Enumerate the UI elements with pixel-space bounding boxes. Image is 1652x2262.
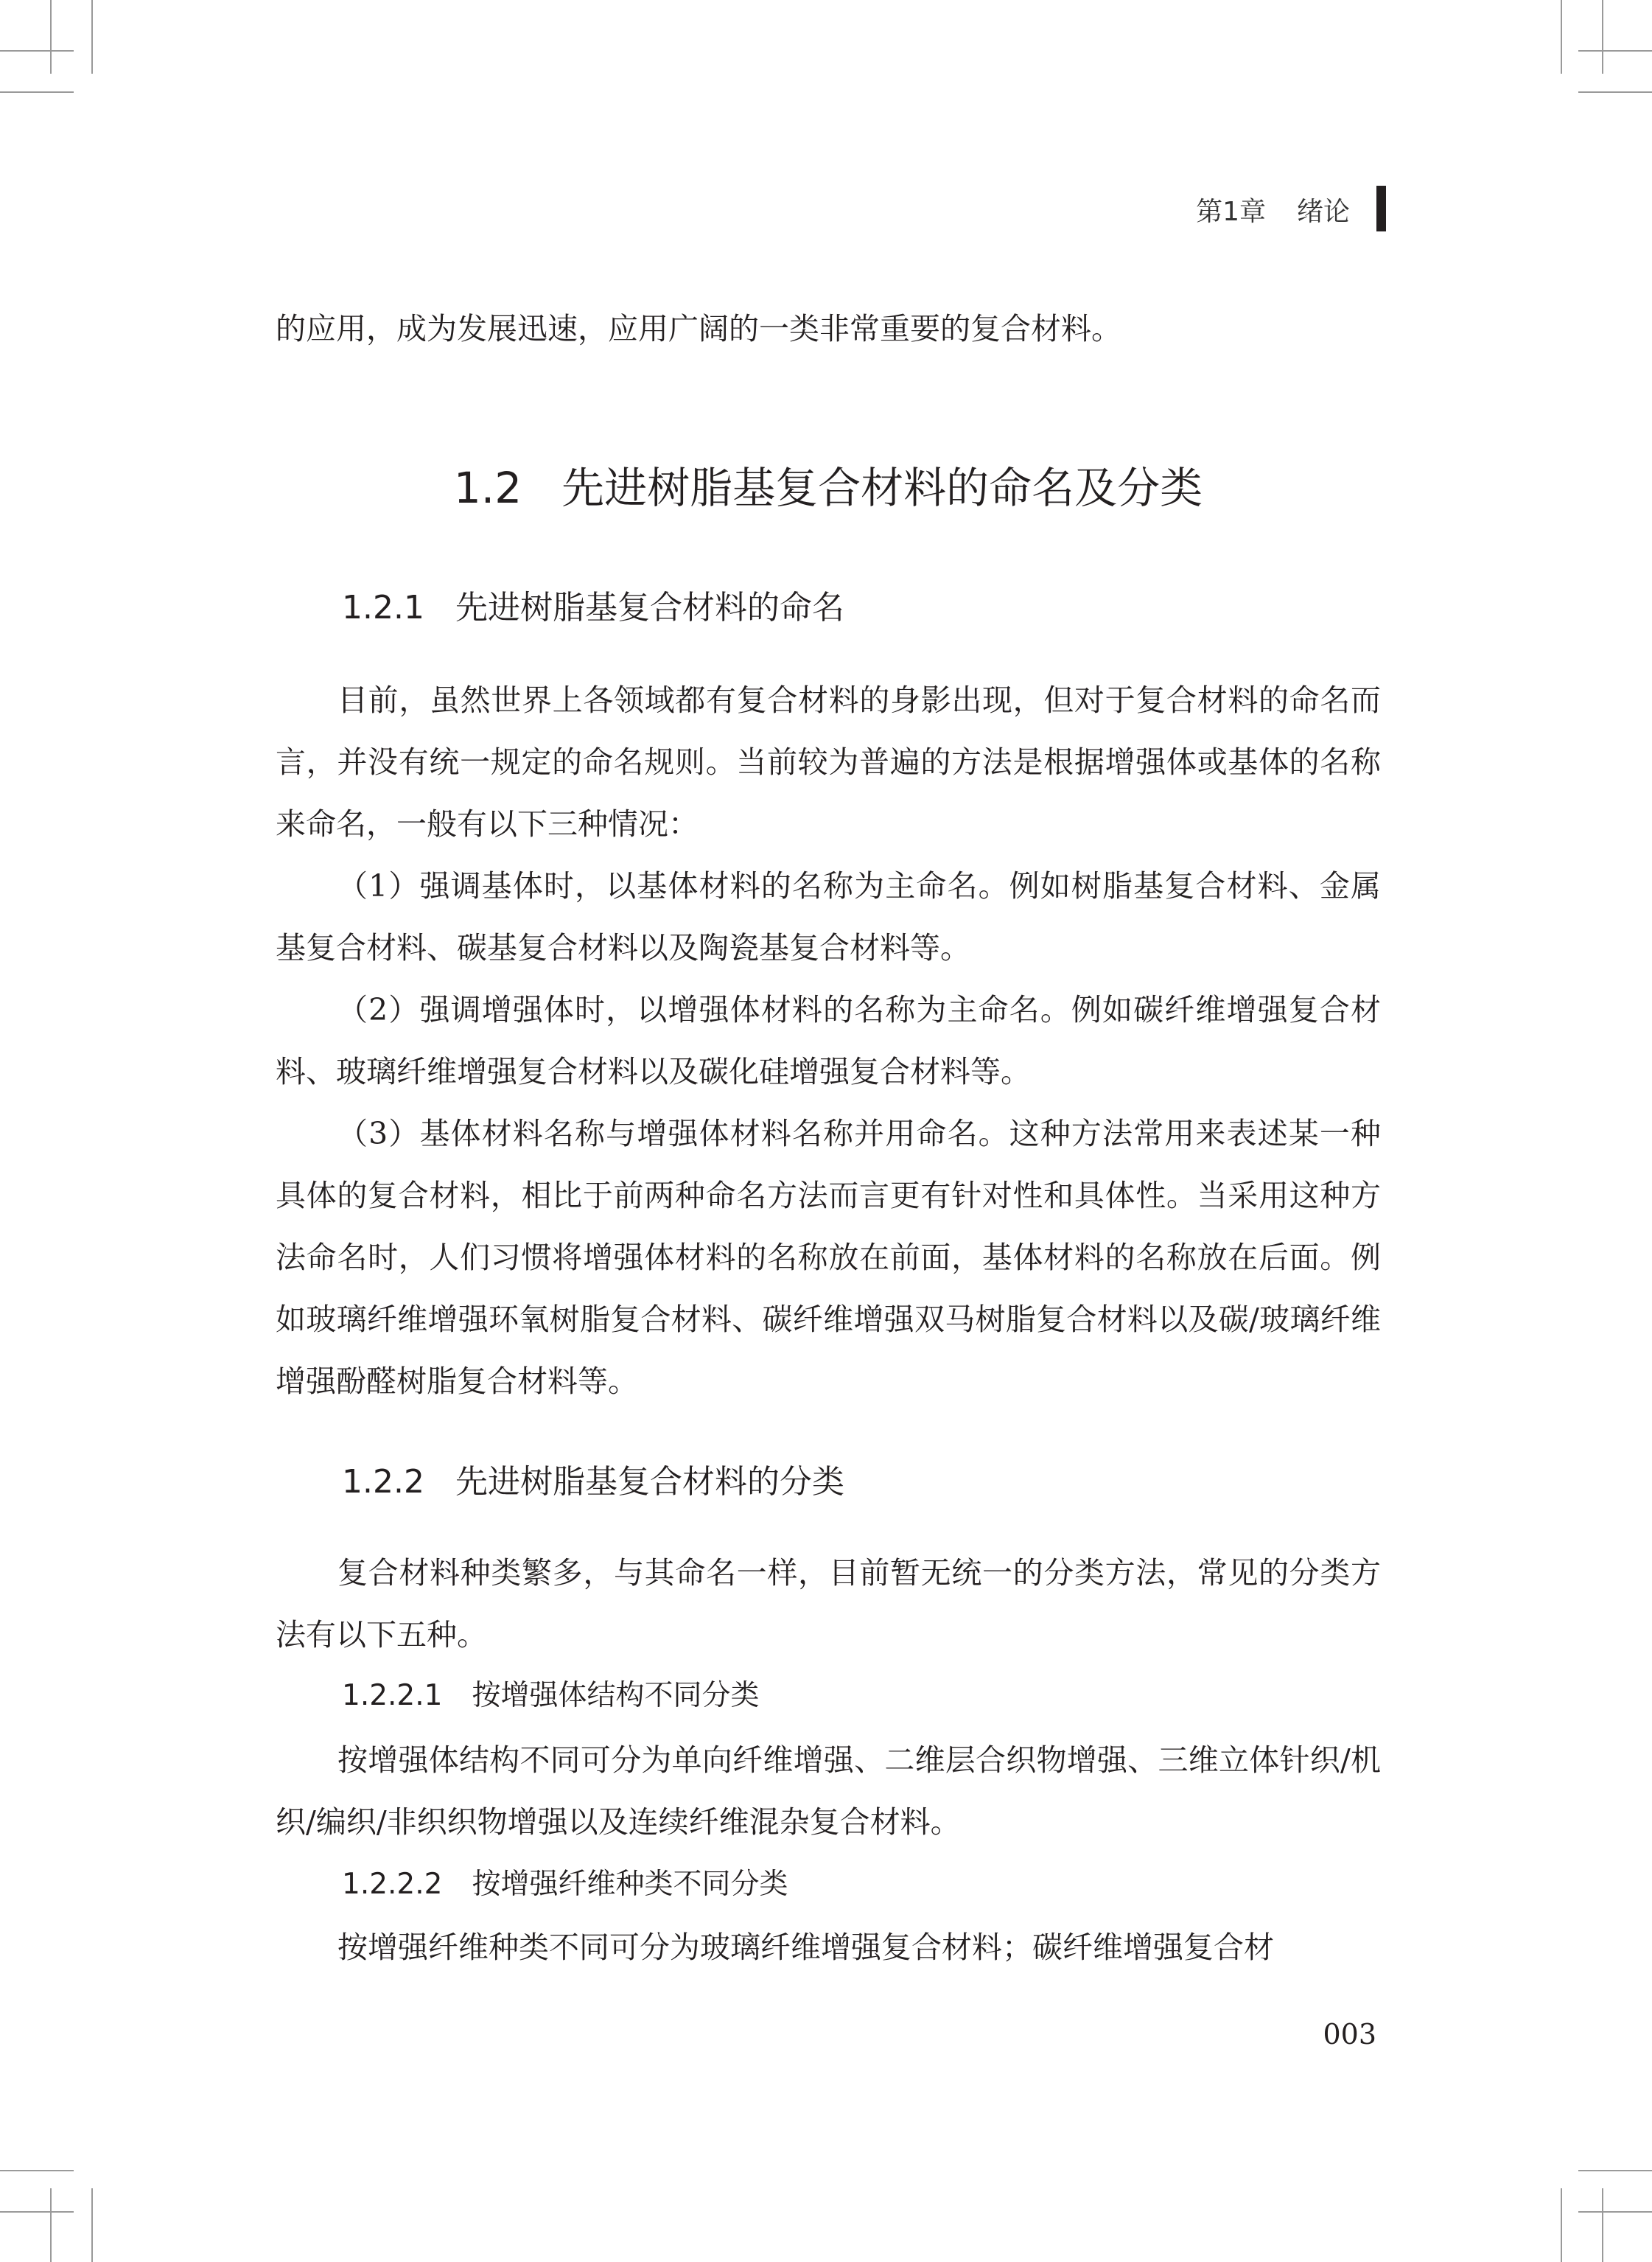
crop-mark	[50, 2188, 52, 2262]
paragraph-classification-intro: 复合材料种类繁多，与其命名一样，目前暂无统一的分类方法，常见的分类方法有以下五种。	[276, 1555, 1381, 1652]
crop-mark	[1578, 50, 1652, 52]
section-number: 1.2.2.1	[342, 1679, 443, 1712]
section-number: 1.2.1	[342, 589, 424, 626]
section-title: 先进树脂基复合材料的命名及分类	[561, 463, 1203, 513]
section-title: 先进树脂基复合材料的命名	[455, 589, 844, 626]
paragraph-by-structure: 按增强体结构不同可分为单向纤维增强、二维层合织物增强、三维立体针织/机织/编织/非织织物增强以及连续纤维混杂复合材料。	[276, 1742, 1381, 1840]
section-heading-1-2-2-2	[342, 1860, 788, 1909]
running-head-bar	[1376, 186, 1386, 231]
section-number: 1.2	[453, 463, 522, 513]
crop-mark	[0, 2170, 74, 2171]
section-number: 1.2.2.2	[342, 1868, 443, 1901]
crop-mark	[0, 2211, 74, 2213]
paragraph-intro: 的应用，成为发展迅速，应用广阔的一类非常重要的复合材料。	[276, 311, 1121, 346]
crop-mark	[50, 0, 52, 74]
crop-mark	[0, 50, 74, 52]
section-heading-1-2-1	[342, 582, 844, 634]
section-title: 先进树脂基复合材料的分类	[455, 1463, 844, 1501]
crop-mark	[0, 91, 74, 93]
paragraph-naming-3: （3）基体材料名称与增强体材料名称并用命名。这种方法常用来表述某一种具体的复合材料，相比于前两种命名方法而言更有针对性和具体性。当采用这种方法命名时，人们习惯将增强体材料的名称放在前面，基体材料的名称放在后面。例如玻璃纤维增强环氧树脂复合材料、碳纤维增强双马树脂复合材料以及碳/玻璃纤维增强酚醛树脂复合材料等。	[276, 1116, 1381, 1399]
crop-mark	[1578, 91, 1652, 93]
section-heading-1-2-2	[342, 1456, 844, 1508]
section-heading-1-2	[276, 458, 1381, 517]
section-title: 按增强纤维种类不同分类	[472, 1868, 788, 1901]
section-number: 1.2.2	[342, 1463, 424, 1501]
crop-mark	[91, 0, 93, 74]
paragraph-naming-intro: 目前，虽然世界上各领域都有复合材料的身影出现，但对于复合材料的命名而言，并没有统一规定的命名规则。当前较为普遍的方法是根据增强体或基体的名称来命名，一般有以下三种情况：	[276, 683, 1381, 842]
crop-mark	[1578, 2170, 1652, 2171]
crop-mark	[1561, 0, 1562, 74]
paragraph-naming-2: （2）强调增强体时，以增强体材料的名称为主命名。例如碳纤维增强复合材料、玻璃纤维增强复合材料以及碳化硅增强复合材料等。	[276, 992, 1381, 1089]
crop-mark	[1602, 2188, 1603, 2262]
paragraph-by-fiber: 按增强纤维种类不同可分为玻璃纤维增强复合材料；碳纤维增强复合材	[337, 1930, 1274, 1965]
section-heading-1-2-2-1	[342, 1672, 759, 1720]
running-head	[1196, 190, 1350, 234]
crop-mark	[1578, 2211, 1652, 2213]
page-number: 003	[1323, 2018, 1376, 2050]
crop-mark	[1561, 2188, 1562, 2262]
crop-mark	[91, 2188, 93, 2262]
section-title: 按增强体结构不同分类	[472, 1679, 760, 1712]
paragraph-naming-1: （1）强调基体时，以基体材料的名称为主命名。例如树脂基复合材料、金属基复合材料、碳基复合材料以及陶瓷基复合材料等。	[276, 868, 1381, 966]
running-head-chapter: 第1章	[1196, 197, 1266, 227]
running-head-title: 绪论	[1296, 197, 1350, 227]
crop-mark	[1602, 0, 1603, 74]
